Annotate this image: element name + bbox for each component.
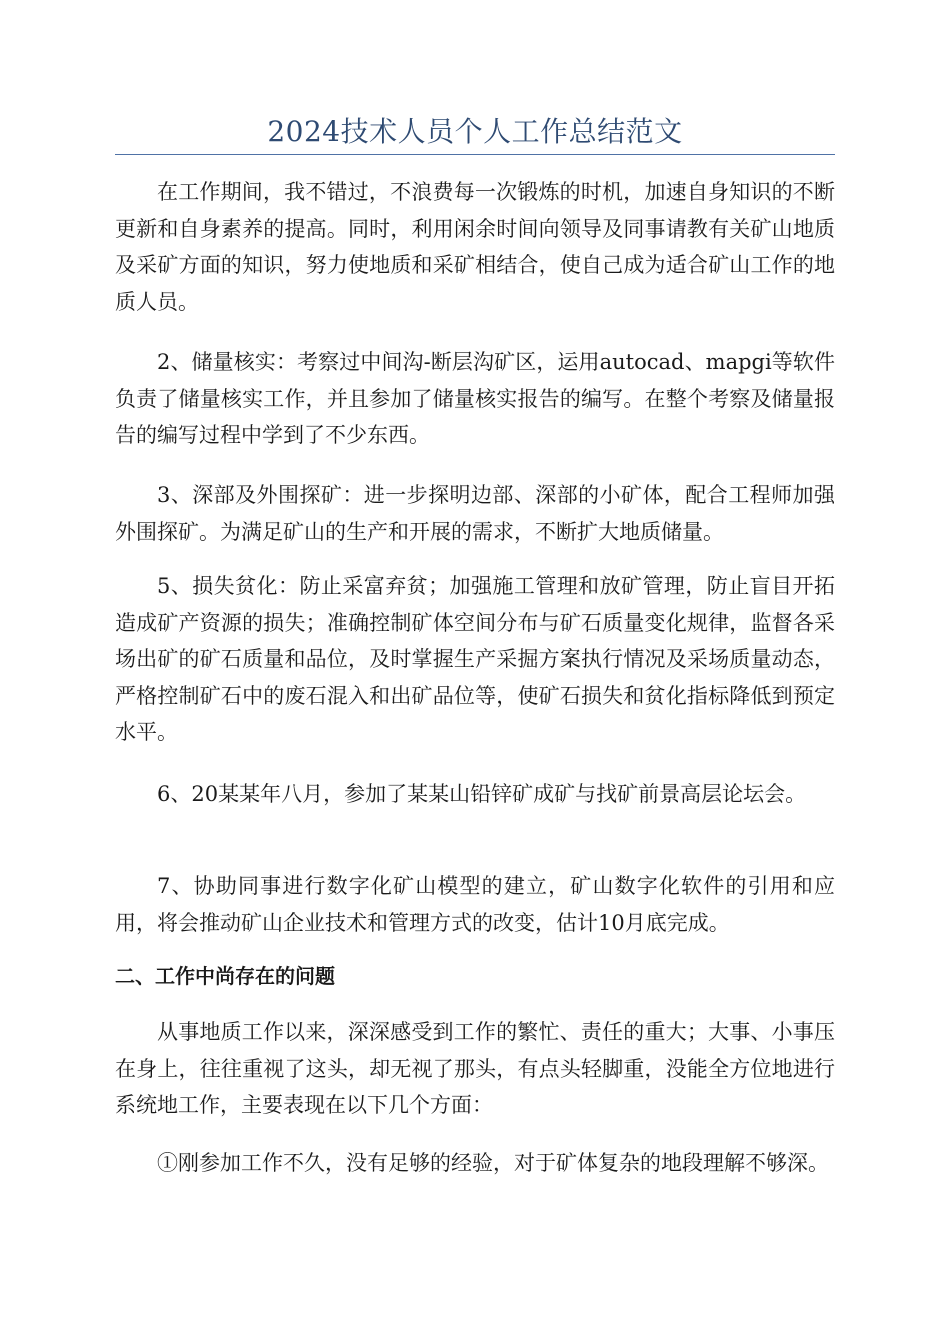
paragraph-3: 3、深部及外围探矿：进一步探明边部、深部的小矿体，配合工程师加强外围探矿。为满足矿山的生产和开展的需求，不断扩大地质储量。	[115, 483, 835, 544]
paragraph-5: 6、20某某年八月，参加了某某山铅锌矿成矿与找矿前景高层论坛会。	[157, 782, 807, 806]
title-underline	[115, 154, 835, 155]
paragraph-2: 2、储量核实：考察过中间沟-断层沟矿区，运用autocad、mapgi等软件负责了储量核实工作，并且参加了储量核实报告的编写。在整个考察及储量报告的编写过程中学到了不少东西。	[115, 350, 835, 447]
paragraph-4: 5、损失贫化：防止采富弃贫；加强施工管理和放矿管理，防止盲目开拓造成矿产资源的损失；准确控制矿体空间分布与矿石质量变化规律，监督各采场出矿的矿石质量和品位，及时掌握生产采掘方案执行情况及采场质量动态，严格控制矿石中的废石混入和出矿品位等，使矿石损失和贫化指标降低到预定水平。	[115, 574, 835, 744]
paragraph-6: 7、协助同事进行数字化矿山模型的建立，矿山数字化软件的引用和应用，将会推动矿山企业技术和管理方式的改变，估计10月底完成。	[115, 874, 835, 935]
paragraph-1: 在工作期间，我不错过，不浪费每一次锻炼的时机，加速自身知识的不断更新和自身素养的提高。同时，利用闲余时间向领导及同事请教有关矿山地质及采矿方面的知识，努力使地质和采矿相结合，使自己成为适合矿山工作的地质人员。	[115, 180, 835, 314]
section-heading: 二、工作中尚存在的问题	[115, 964, 335, 988]
section-paragraph-2: ①刚参加工作不久，没有足够的经验，对于矿体复杂的地段理解不够深。	[157, 1151, 829, 1175]
document-title: 2024技术人员个人工作总结范文	[267, 115, 683, 148]
section-paragraph-1: 从事地质工作以来，深深感受到工作的繁忙、责任的重大；大事、小事压在身上，往往重视了这头，却无视了那头，有点头轻脚重，没能全方位地进行系统地工作，主要表现在以下几个方面：	[115, 1020, 835, 1117]
